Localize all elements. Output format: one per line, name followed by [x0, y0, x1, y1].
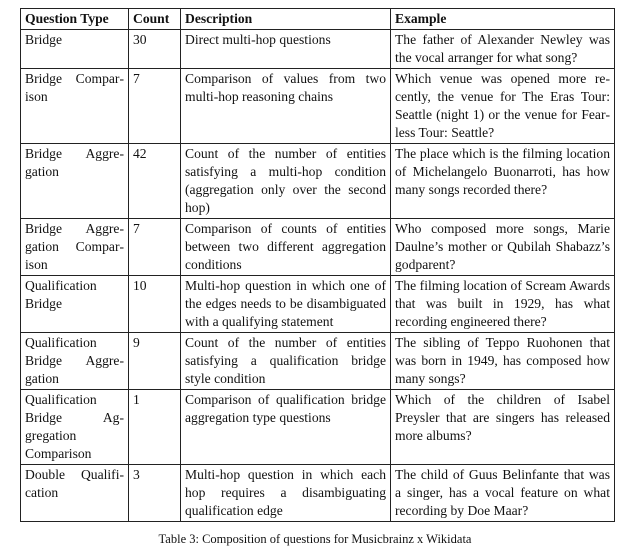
table-header-row	[21, 9, 615, 30]
header-description: Description	[181, 9, 391, 30]
example-cell: Who composed more songs, Marie Daulne’s mother or Qubilah Shabazz’s godparent?	[391, 219, 615, 276]
header-question-type: Question Type	[21, 9, 129, 30]
description-cell: Count of the number of entities satisfying a qualification bridge style condition	[181, 333, 391, 390]
table-row	[21, 144, 615, 219]
question-type-cell: Qualification Bridge	[21, 276, 129, 333]
example-cell: The filming location of Scream Awards that was built in 1929, has what recording engineered there?	[391, 276, 615, 333]
count-cell: 7	[129, 69, 181, 144]
count-cell: 10	[129, 276, 181, 333]
count-cell: 42	[129, 144, 181, 219]
example-cell: Which venue was opened more recently, the venue for The Eras Tour: Seattle (night 1) or the venue for Fearless Tour: Seattle?	[391, 69, 615, 144]
example-cell: The father of Alexander Newley was the vocal arranger for what song?	[391, 30, 615, 69]
description-cell: Direct multi-hop questions	[181, 30, 391, 69]
description-cell: Multi-hop question in which one of the edges needs to be disambiguated with a qualifying statement	[181, 276, 391, 333]
count-cell: 7	[129, 219, 181, 276]
table-row	[21, 219, 615, 276]
example-cell: The sibling of Teppo Ruohonen that was born in 1949, has composed how many songs?	[391, 333, 615, 390]
count-cell: 30	[129, 30, 181, 69]
description-cell: Multi-hop question in which each hop requires a disambiguating qualification edge	[181, 465, 391, 522]
question-type-cell: Bridge Aggregation Comparison	[21, 219, 129, 276]
count-cell: 9	[129, 333, 181, 390]
question-type-cell: Bridge Aggregation	[21, 144, 129, 219]
header-example: Example	[391, 9, 615, 30]
table-row	[21, 333, 615, 390]
count-cell: 1	[129, 390, 181, 465]
table-row	[21, 276, 615, 333]
table-row	[21, 30, 615, 69]
example-cell: Which of the children of Isabel Preysler that are singers has released more albums?	[391, 390, 615, 465]
count-cell: 3	[129, 465, 181, 522]
table-row	[21, 465, 615, 522]
question-type-cell: Bridge Comparison	[21, 69, 129, 144]
question-type-cell: Double Qualification	[21, 465, 129, 522]
question-type-cell: Bridge	[21, 30, 129, 69]
description-cell: Count of the number of entities satisfying a multi-hop condition (aggregation only over the second hop)	[181, 144, 391, 219]
example-cell: The place which is the filming location of Michelangelo Buonarroti, has how many songs recorded there?	[391, 144, 615, 219]
question-type-cell: Qualification Bridge Aggregation	[21, 333, 129, 390]
example-cell: The child of Guus Belinfante that was a singer, has a vocal feature on what recording by Doe Maar?	[391, 465, 615, 522]
description-cell: Comparison of values from two multi-hop reasoning chains	[181, 69, 391, 144]
question-composition-table	[20, 8, 615, 522]
description-cell: Comparison of counts of entities between two different aggregation conditions	[181, 219, 391, 276]
table-row	[21, 69, 615, 144]
header-count: Count	[129, 9, 181, 30]
description-cell: Comparison of qualification bridge aggregation type questions	[181, 390, 391, 465]
question-type-cell: Qualification Bridge Aggregation Comparison	[21, 390, 129, 465]
table-caption: Table 3: Composition of questions for Musicbrainz x Wikidata	[158, 532, 472, 546]
table-row	[21, 390, 615, 465]
